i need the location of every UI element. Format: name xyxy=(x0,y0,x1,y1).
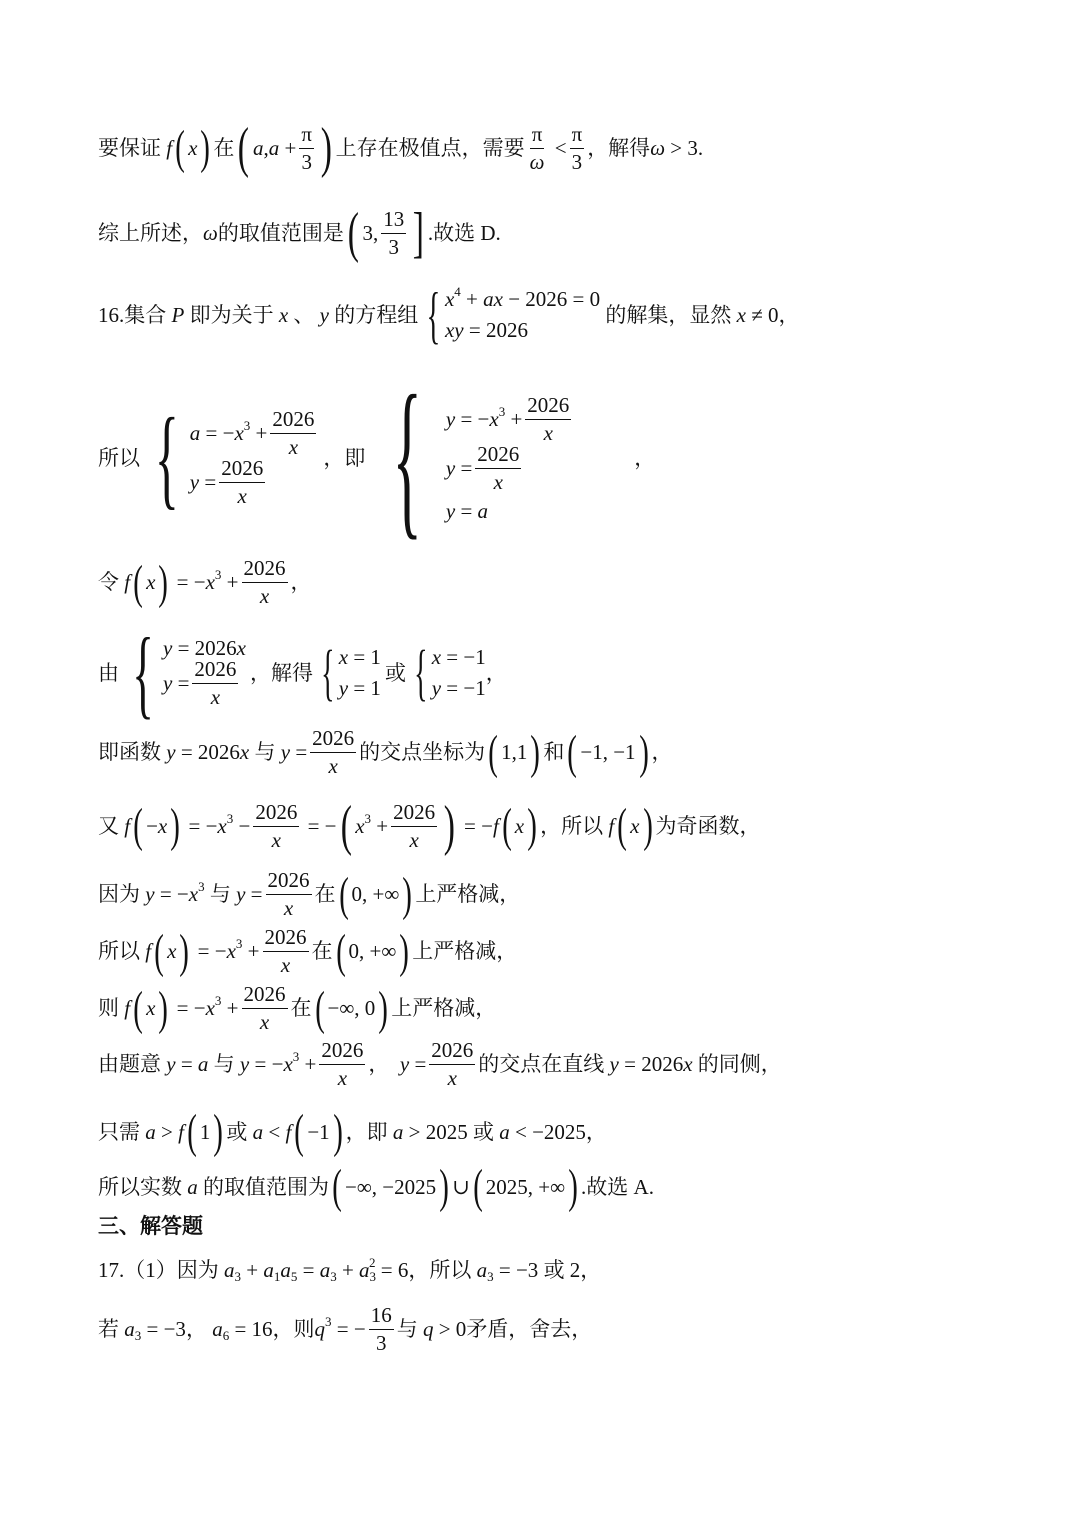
text: 因为 xyxy=(98,882,140,906)
text: 的交点在直线 xyxy=(478,1052,605,1076)
equation-system: x = 1 y = 1 xyxy=(338,645,381,700)
text: 则 xyxy=(98,996,119,1020)
text: 的取值范围是 xyxy=(217,220,344,245)
text: 即函数 xyxy=(98,740,161,764)
text: 令 xyxy=(98,570,119,594)
text: 综上所述， xyxy=(98,220,203,245)
text: 上严格减， xyxy=(412,939,518,963)
line-1: 要保证 f ( x ) 在 ( a , a + $\frac{\pi}{3}$ ) 上存在极值点，需要 $\frac{\pi}{\omega}$ < $\frac{\pi}{3}$ ，解得 ω > 3. xyxy=(98,117,704,179)
math: ( xyxy=(238,117,250,179)
section-title: 三、解答题 xyxy=(98,1214,203,1238)
text: 在 xyxy=(311,939,333,963)
text: 矛盾，舍去， xyxy=(466,1317,593,1341)
text: 与 xyxy=(213,1052,235,1076)
text: ，解得 xyxy=(250,660,313,685)
line-11: 则 f ( x ) = − x $^3$ + $\frac{2026}{x}$ 在 ( −∞, 0 ) 上严格减， xyxy=(98,981,497,1035)
line-13: 只需 a > f ( 1 ) 或 a < f ( −1 ) ，即 a > 2025 或 a < −2025， xyxy=(98,1105,607,1158)
line-10: 所以 f ( x ) = − x $^3$ + $\frac{2026}{x}$ 在 ( 0, +∞ ) 上严格减， xyxy=(98,924,518,978)
text: 上存在极值点，需要 xyxy=(335,135,525,160)
text: 由 xyxy=(98,660,119,685)
text: ， xyxy=(634,445,656,470)
math: ω xyxy=(203,220,218,245)
text: 在 xyxy=(290,996,312,1020)
text: 要保证 xyxy=(98,135,161,160)
text: ，则 xyxy=(272,1317,315,1341)
equation-system: y = − x $^3$ + $\frac{2026}{x}$ y = $\frac{2026}{x}$ y = a xyxy=(445,392,570,523)
line-4: 所以 { a = − x $^3$ + $\frac{2026}{x}$ y = $\frac{2026}{x}$ ，即 { y = − x $^3$ + $\frac{2026}{x}$ y = $\frac{2026}{x}$ y = a ， xyxy=(98,360,656,555)
text: 的同侧， xyxy=(697,1052,782,1076)
text: 所以 xyxy=(98,939,140,963)
fraction: $\frac{\pi}{\omega}$ xyxy=(529,121,545,174)
text: ，即 xyxy=(345,1119,388,1144)
math: f xyxy=(161,135,173,160)
section-heading xyxy=(98,1216,203,1237)
text: 的解集，显然 xyxy=(605,302,732,327)
line-7: 即函数 y = 2026 x 与 y = $\frac{2026}{x}$ 的交点坐标为 ( 1,1 ) 和 ( −1, −1 ) ， xyxy=(98,725,673,779)
equation-system: a = − x $^3$ + $\frac{2026}{x}$ y = $\frac{2026}{x}$ xyxy=(189,407,315,508)
text: 或 2， xyxy=(543,1258,602,1282)
text: 、 xyxy=(293,302,315,327)
equation-system: y = 2026 x y = $\frac{2026}{x}$ xyxy=(163,636,246,709)
line-16: 17.（1）因为 a $_3$ + a $_1$ a $_5$ = a $_3$ + a $_3$ $^2$ = 6 ，所以 a $_3$ = −3 或 2， xyxy=(98,1255,602,1284)
text: 的方程组 xyxy=(334,302,419,327)
fraction: $\frac{\pi}{3}$ xyxy=(301,121,312,174)
fraction: $\frac{13}{3}$ xyxy=(383,206,405,259)
text: ， xyxy=(185,1317,207,1341)
text: 上严格减， xyxy=(391,996,497,1020)
text: 又 xyxy=(98,813,119,838)
text: 所以 xyxy=(98,445,140,470)
equation-system: x $^4$ + ax − 2026 = 0 xy = 2026 xyxy=(444,284,601,342)
line-6: 由 { y = 2026 x y = $\frac{2026}{x}$ ，解得 { x = 1 y = 1 或 { x = −1 y = −1 ， xyxy=(98,617,507,728)
text: ，所以 xyxy=(408,1258,472,1282)
text: 或 xyxy=(473,1119,494,1144)
text: 在 xyxy=(213,135,235,160)
text: 与 xyxy=(396,1317,418,1341)
text: ，解得 xyxy=(587,135,651,160)
fraction: $\frac{\pi}{3}$ xyxy=(571,121,583,174)
line-2: 综上所述， ω 的取值范围是 ( 3, $\frac{13}{3}$ ] .故选 D. xyxy=(98,202,501,264)
text: 或 xyxy=(226,1119,248,1144)
text: 16.集合 xyxy=(98,302,167,327)
line-14: 所以实数 a 的取值范围为 ( −∞, −2025 ) ∪ ( 2025, +∞ ) .故选 A. xyxy=(98,1160,654,1213)
equation-system: x = −1 y = −1 xyxy=(431,645,486,700)
text: 为奇函数， xyxy=(655,813,761,838)
text: 只需 xyxy=(98,1119,140,1144)
text: 的取值范围为 xyxy=(203,1174,329,1199)
line-5: 令 f ( x ) = − x $^3$ + $\frac{2026}{x}$ ， xyxy=(98,555,312,609)
text: ，所以 xyxy=(540,813,604,838)
math: ω xyxy=(650,135,666,160)
text: 所以实数 xyxy=(98,1174,182,1199)
text: ， xyxy=(368,1052,390,1076)
text: ，即 xyxy=(323,445,366,470)
line-9: 因为 y = − x $^3$ 与 y = $\frac{2026}{x}$ 在 ( 0, +∞ ) 上严格减， xyxy=(98,867,521,921)
text: 即为关于 xyxy=(189,302,274,327)
text: 与 xyxy=(209,882,231,906)
text: 由题意 xyxy=(98,1052,161,1076)
text: .故选 D. xyxy=(427,220,501,245)
text: 和 xyxy=(543,740,565,764)
line-12: 由题意 y = a 与 y = − x $^3$ + $\frac{2026}{x}$ ， y = $\frac{2026}{x}$ 的交点在直线 y = 2026 x 的同侧， xyxy=(98,1038,782,1090)
text: 或 xyxy=(384,660,406,685)
text: 17.（1）因为 xyxy=(98,1258,219,1282)
line-8: 又 f ( − x ) = − x $^3$ − $\frac{2026}{x}$ = − ( x $^3$ + $\frac{2026}{x}$ ) = − f ( x ) ，所以 f ( x ) 为奇函数， xyxy=(98,795,761,857)
text: 与 xyxy=(254,740,276,764)
line-3: 16.集合 P 即为关于 x 、 y 的方程组 { x $^4$ + ax − 2026 = 0 xy = 2026 的解集，显然 x ≠ 0， xyxy=(98,279,800,350)
text: .故选 A. xyxy=(581,1174,654,1199)
text: 在 xyxy=(314,882,336,906)
text: 的交点坐标为 xyxy=(359,740,486,764)
text: 若 xyxy=(98,1317,119,1341)
line-17: 若 a $_3$ = −3 ， a $_6$ = 16 ，则 q $^3$ = − $\frac{16}{3}$ 与 q > 0 矛盾，舍去， xyxy=(98,1303,593,1355)
text: 上严格减， xyxy=(415,882,521,906)
